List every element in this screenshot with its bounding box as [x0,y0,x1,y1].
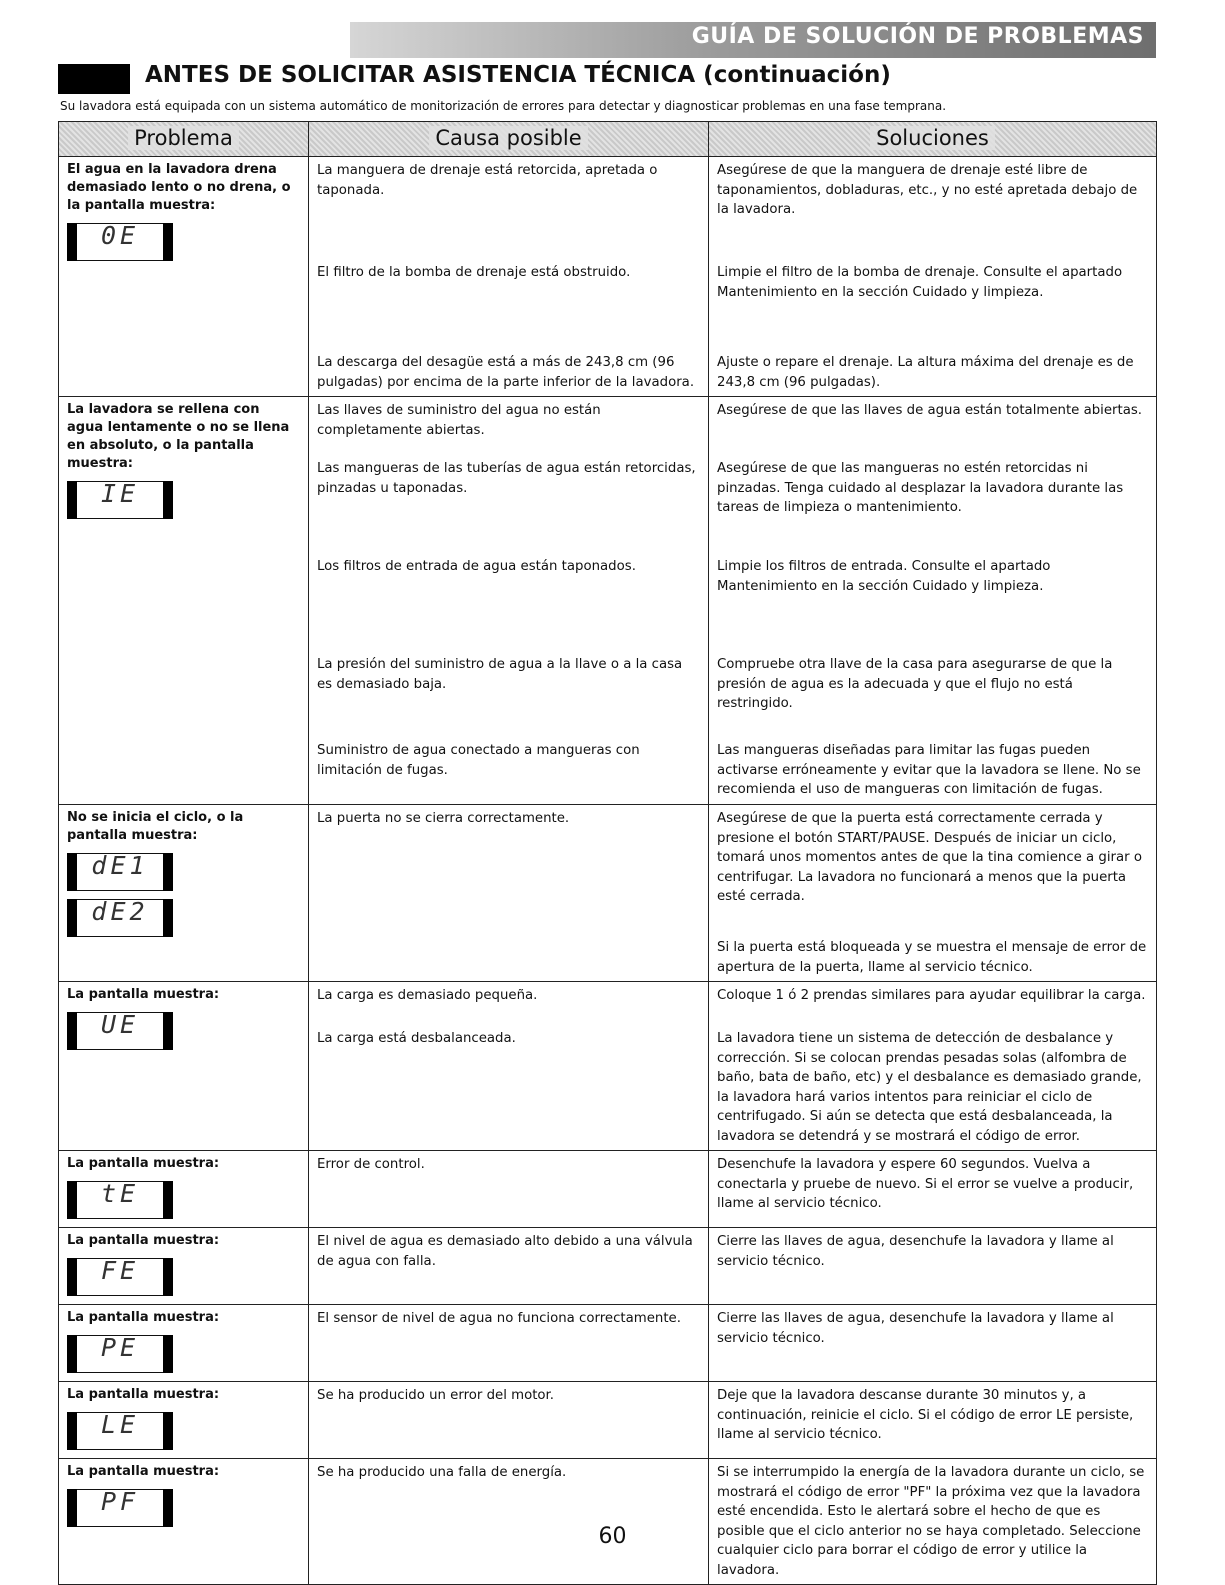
error-code-display [67,853,173,891]
error-code: IE [100,479,140,508]
problem-cell [59,1459,309,1585]
error-code: 0E [100,221,140,250]
header-cause: Causa posible [309,122,709,157]
error-code-display [67,1258,173,1296]
cause-text: Los filtros de entrada de agua están taponados. [317,559,636,574]
solution-text: Coloque 1 ó 2 prendas similares para ayudar equilibrar la carga. [717,988,1146,1003]
error-code-display [67,1489,173,1527]
solution-text: La lavadora tiene un sistema de detección de desbalance y corrección. Si se colocan prendas pesadas solas (alfombra de baño, bata de baño, etc) y el desbalance es demasiado grande, la lavadora hará varios intentos para reiniciar el ciclo de centrifugado. Si aún se detecta que está desbalanceada, la lavadora se detendrá y se mostrará el código de error. [717,1031,1142,1144]
cause-cell [309,157,709,397]
problem-text: No se inicia el ciclo, o la pantalla muestra: [67,810,244,843]
solution-text: Limpie los filtros de entrada. Consulte el apartado Mantenimiento en la sección Cuidado y limpieza. [717,559,1051,594]
heading-marker [58,64,130,94]
problem-cell [59,1151,309,1228]
problem-cell [59,1305,309,1382]
table-header-row [59,122,1157,157]
problem-text: La pantalla muestra: [67,1233,220,1248]
problem-text: La pantalla muestra: [67,987,220,1002]
problem-cell [59,1382,309,1459]
cause-text: El nivel de agua es demasiado alto debido a una válvula de agua con falla. [317,1234,693,1269]
problem-text: La pantalla muestra: [67,1464,220,1479]
solution-cell [709,1382,1157,1459]
section-banner [350,22,1156,58]
cause-text: Las llaves de suministro del agua no están completamente abiertas. [317,403,601,438]
header-problem: Problema [59,122,309,157]
table-row [59,1305,1157,1382]
error-code: dE2 [91,897,149,926]
solution-text: Asegúrese de que las mangueras no estén retorcidas ni pinzadas. Tenga cuidado al desplazar la lavadora durante las tareas de limpieza o mantenimiento. [717,461,1124,515]
error-code: tE [100,1179,140,1208]
problem-cell [59,157,309,397]
error-code: FE [100,1256,140,1285]
error-code-display [67,223,173,261]
solution-cell [709,397,1157,805]
error-code: dE1 [91,851,149,880]
error-code: UE [100,1010,140,1039]
cause-text [317,938,700,977]
table-row [59,397,1157,805]
cause-text: El sensor de nivel de agua no funciona correctamente. [317,1311,681,1326]
solution-text: Asegúrese de que la puerta está correctamente cerrada y presione el botón START/PAUSE. Después de iniciar un ciclo, tomará unos momentos antes de que la tina comience a girar o centrifugar. La lavadora no funcionará a menos que la puerta esté cerrada. [717,811,1142,904]
troubleshooting-table [58,121,1157,1585]
table-row [59,1228,1157,1305]
cause-text: Las mangueras de las tuberías de agua están retorcidas, pinzadas u taponadas. [317,461,696,496]
error-code: LE [100,1410,140,1439]
solution-cell [709,805,1157,982]
problem-text: La pantalla muestra: [67,1156,220,1171]
cause-cell [309,805,709,982]
banner-title: GUÍA DE SOLUCIÓN DE PROBLEMAS [691,24,1144,49]
table-row [59,805,1157,982]
problem-cell [59,805,309,982]
solution-text: Compruebe otra llave de la casa para asegurarse de que la presión de agua es la adecuada y que el flujo no está restringido. [717,657,1113,711]
solution-text: Si se interrumpido la energía de la lavadora durante un ciclo, se mostrará el código de error "PF" la próxima vez que la lavadora esté encendida. Esto le alertará sobre el hecho de que es posible que el ciclo anterior no se haya completado. Seleccione cualquier ciclo para borrar el código de error y utilice la lavadora. [717,1465,1145,1578]
table-row [59,982,1157,1151]
error-code-display [67,1335,173,1373]
cause-cell [309,397,709,805]
solution-cell [709,982,1157,1151]
problem-text: El agua en la lavadora drena demasiado lento o no drena, o la pantalla muestra: [67,162,291,213]
solution-text: Asegúrese de que la manguera de drenaje esté libre de taponamientos, dobladuras, etc., y no esté apretada debajo de la lavadora. [717,163,1138,217]
solution-text: Asegúrese de que las llaves de agua están totalmente abiertas. [717,403,1143,418]
problem-text: La pantalla muestra: [67,1387,220,1402]
table-row [59,1151,1157,1228]
cause-cell [309,1305,709,1382]
cause-text: Se ha producido un error del motor. [317,1388,555,1403]
problem-cell [59,397,309,805]
solution-cell [709,1305,1157,1382]
solution-text: Deje que la lavadora descanse durante 30 minutos y, a continuación, reinicie el ciclo. Si el código de error LE persiste, llame al servicio técnico. [717,1388,1134,1442]
table-body [59,157,1157,1585]
cause-cell [309,1151,709,1228]
solution-text: Cierre las llaves de agua, desenchufe la lavadora y llame al servicio técnico. [717,1311,1114,1346]
solution-cell [709,1228,1157,1305]
solution-text: Si la puerta está bloqueada y se muestra el mensaje de error de apertura de la puerta, llame al servicio técnico. [717,940,1147,975]
solution-text: Limpie el filtro de la bomba de drenaje. Consulte el apartado Mantenimiento en la sección Cuidado y limpieza. [717,265,1123,300]
page-number: 60 [598,1524,627,1549]
problem-cell [59,982,309,1151]
error-code-display [67,899,173,937]
cause-text: Se ha producido una falla de energía. [317,1465,567,1480]
solution-cell [709,157,1157,397]
error-code: PE [100,1333,140,1362]
error-code-display [67,1412,173,1450]
problem-cell [59,1228,309,1305]
cause-cell [309,1459,709,1585]
cause-text: La presión del suministro de agua a la llave o a la casa es demasiado baja. [317,657,683,692]
solution-cell [709,1151,1157,1228]
cause-text: La descarga del desagüe está a más de 243,8 cm (96 pulgadas) por encima de la parte inferior de la lavadora. [317,355,695,390]
cause-text: La manguera de drenaje está retorcida, apretada o taponada. [317,163,658,198]
error-code-display [67,481,173,519]
table-row [59,157,1157,397]
problem-text: La lavadora se rellena con agua lentamente o no se llena en absoluto, o la pantalla muestra: [67,402,290,471]
page-heading: ANTES DE SOLICITAR ASISTENCIA TÉCNICA (continuación) [145,62,891,88]
solution-text: Ajuste o repare el drenaje. La altura máxima del drenaje es de 243,8 cm (96 pulgadas). [717,355,1134,390]
solution-cell [709,1459,1157,1585]
cause-cell [309,1228,709,1305]
cause-text: La carga está desbalanceada. [317,1031,516,1046]
solution-text: Las mangueras diseñadas para limitar las fugas pueden activarse erróneamente y evitar que la lavadora se llene. No se recomienda el uso de mangueras con limitación de fugas. [717,743,1141,797]
header-solutions: Soluciones [709,122,1157,157]
solution-text: Desenchufe la lavadora y espere 60 segundos. Vuelva a conectarla y pruebe de nuevo. Si el error se vuelve a producir, llame al servicio técnico. [717,1157,1134,1211]
table-row [59,1382,1157,1459]
cause-cell [309,982,709,1151]
cause-text: El filtro de la bomba de drenaje está obstruido. [317,265,631,280]
cause-text: Suministro de agua conectado a mangueras con limitación de fugas. [317,743,640,778]
intro-text: Su lavadora está equipada con un sistema automático de monitorización de errores para detectar y diagnosticar problemas en una fase temprana. [60,99,947,113]
table-row [59,1459,1157,1585]
cause-text: Error de control. [317,1157,425,1172]
cause-cell [309,1382,709,1459]
solution-text: Cierre las llaves de agua, desenchufe la lavadora y llame al servicio técnico. [717,1234,1114,1269]
error-code-display [67,1181,173,1219]
error-code-display [67,1012,173,1050]
problem-text: La pantalla muestra: [67,1310,220,1325]
error-code: PF [100,1487,140,1516]
cause-text: La carga es demasiado pequeña. [317,988,538,1003]
cause-text: La puerta no se cierra correctamente. [317,811,570,826]
